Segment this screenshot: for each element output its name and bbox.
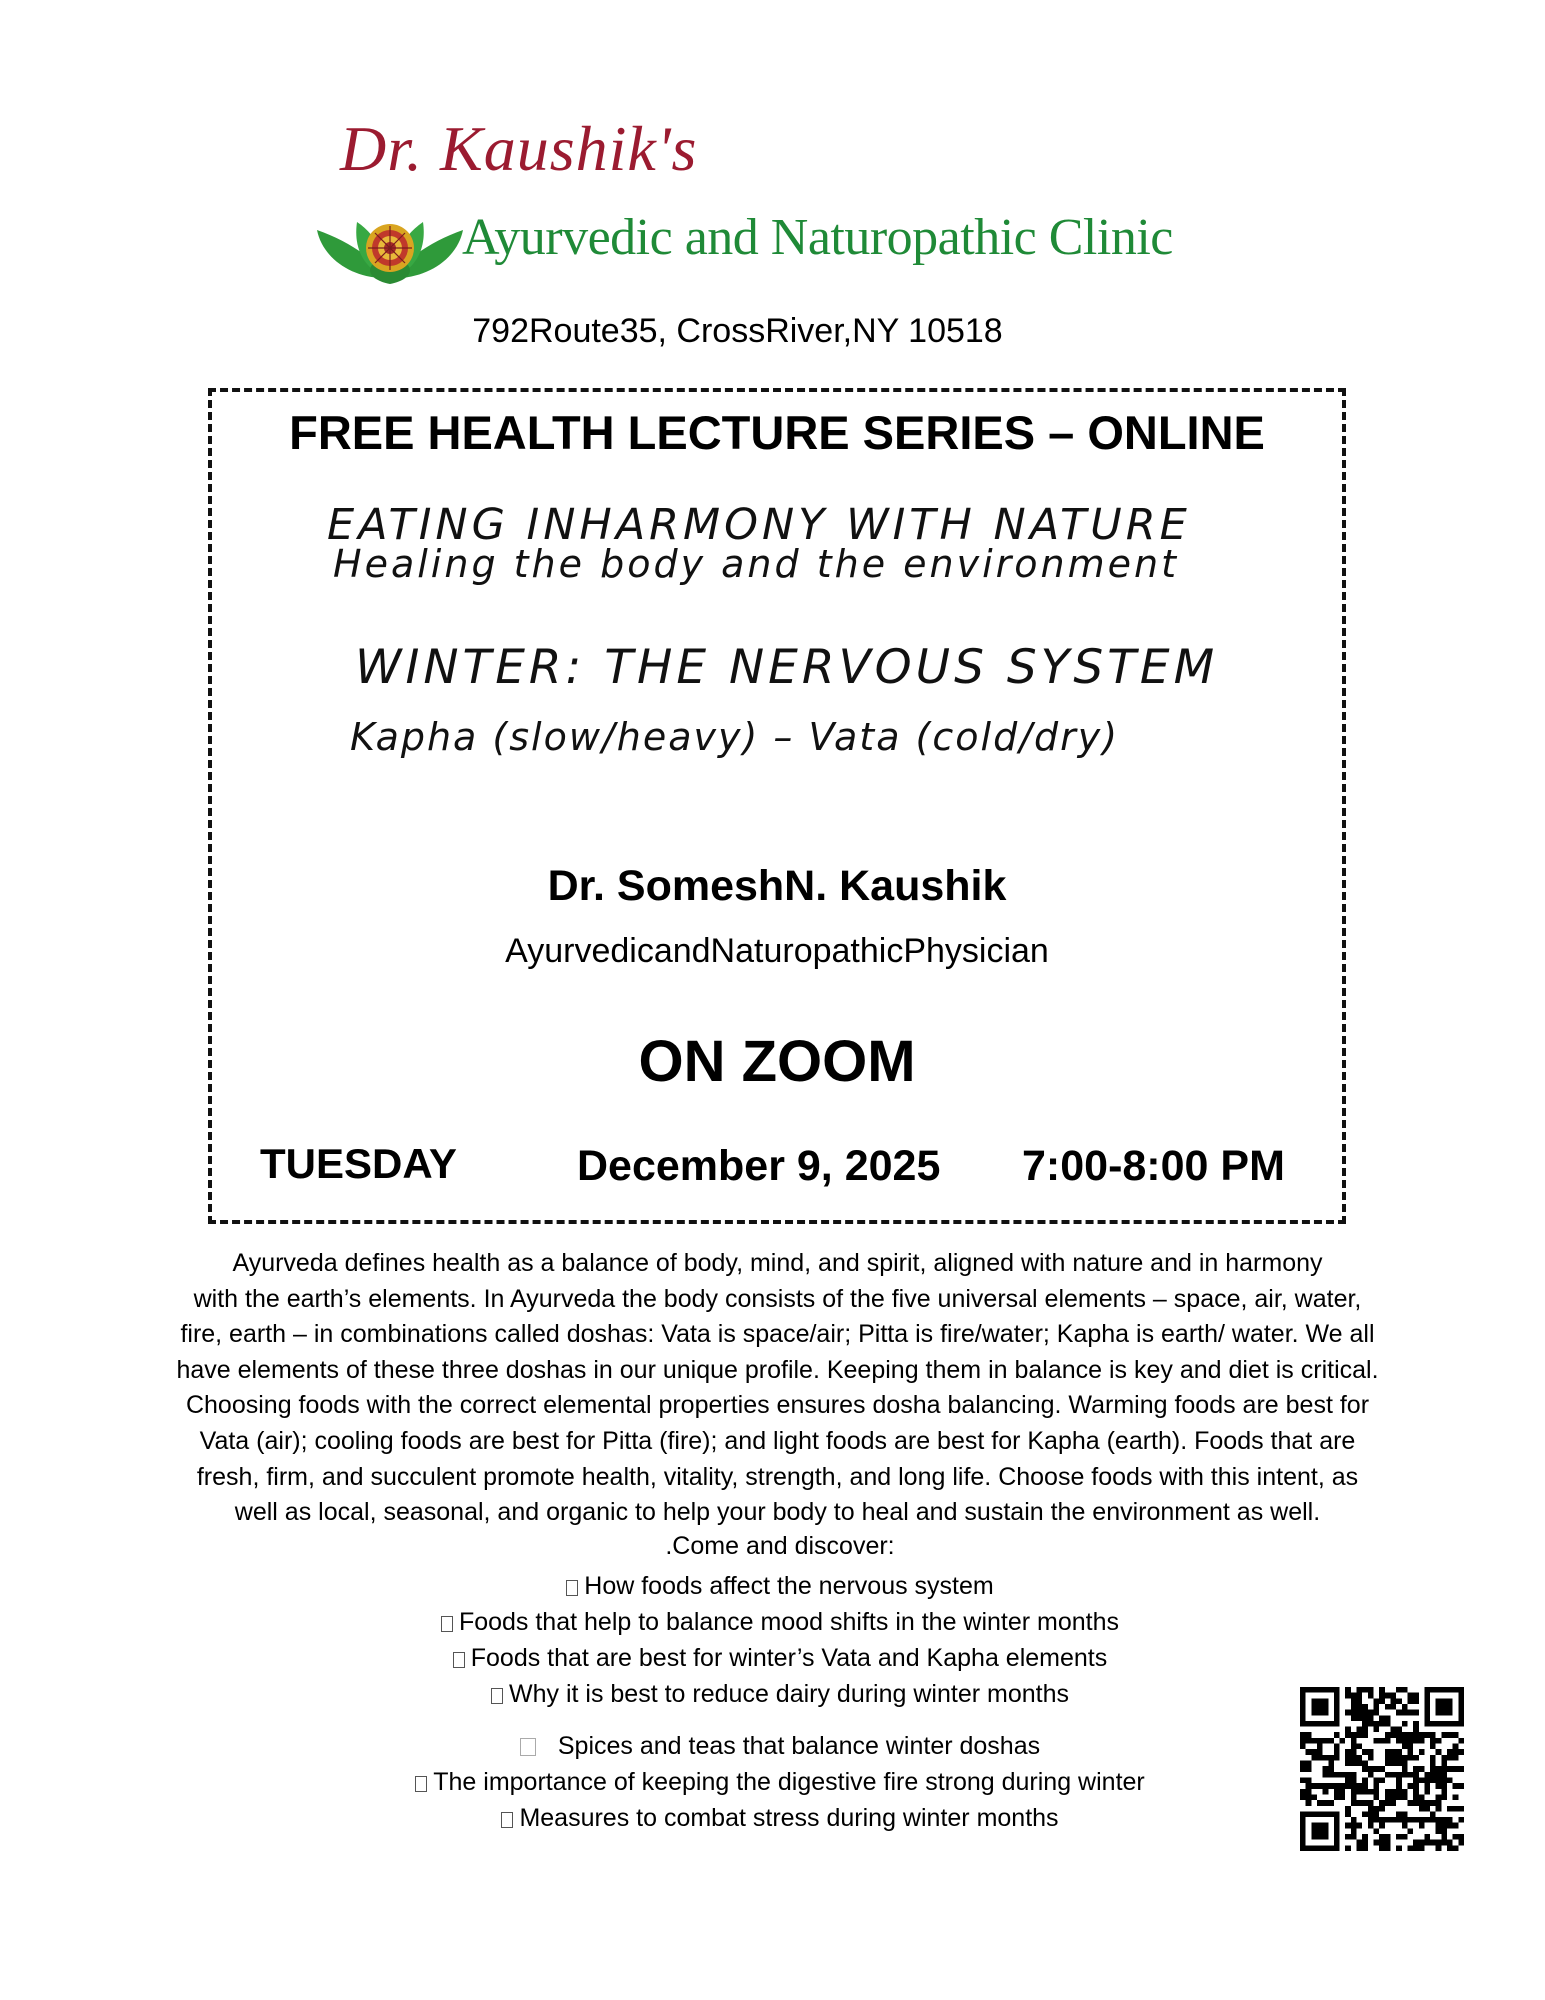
lecture-topic: WINTER: THE NERVOUS SYSTEM xyxy=(355,640,1219,695)
missing-glyph-icon xyxy=(566,1580,578,1596)
lotus-logo-icon xyxy=(315,200,465,290)
description-line: Ayurveda defines health as a balance of body, mind, and spirit, aligned with nature and in harmony xyxy=(232,1249,1323,1277)
event-time: 7:00-8:00 PM xyxy=(1022,1142,1285,1190)
description-line: Vata (air); cooling foods are best for Pitta (fire); and light foods are best for Kapha (earth). Foods that are xyxy=(199,1426,1356,1455)
bullet-text: Measures to combat stress during winter months xyxy=(519,1804,1059,1832)
lecture-title: EATING INHARMONY WITH NATURE xyxy=(327,500,1191,550)
speaker-title: AyurvedicandNaturopathicPhysician xyxy=(505,932,1049,970)
speaker-name: Dr. SomeshN. Kaushik xyxy=(547,862,1007,910)
bullet-text: Why it is best to reduce dairy during winter months xyxy=(509,1680,1069,1708)
clinic-address: 792Route35, CrossRiver,NY 10518 xyxy=(472,312,1003,350)
missing-glyph-icon xyxy=(415,1776,427,1792)
bullet-text: Spices and teas that balance winter doshas xyxy=(557,1732,1041,1760)
description-line: fire, earth – in combinations called doshas: Vata is space/air; Pitta is fire/water; Kapha is earth/ water. We all xyxy=(180,1320,1375,1349)
description-line: have elements of these three doshas in our unique profile. Keeping them in balance is key and diet is critical. xyxy=(176,1355,1379,1384)
bullet-text: How foods affect the nervous system xyxy=(584,1572,994,1600)
list-item xyxy=(0,1640,1545,1676)
event-date: December 9, 2025 xyxy=(577,1142,941,1190)
discover-label: .Come and discover: xyxy=(665,1532,895,1560)
description-paragraph xyxy=(110,1246,1445,1531)
series-title: FREE HEALTH LECTURE SERIES – ONLINE xyxy=(289,406,1265,459)
bullet-text: The importance of keeping the digestive fire strong during winter xyxy=(433,1768,1145,1796)
lecture-topic-subtitle: Kapha (slow/heavy) – Vata (cold/dry) xyxy=(350,715,1120,759)
logo-script-name: Dr. Kaushik's xyxy=(340,113,698,184)
missing-glyph-icon xyxy=(520,1738,536,1756)
lecture-subtitle: Healing the body and the environment xyxy=(333,542,1179,586)
description-line: well as local, seasonal, and organic to help your body to heal and sustain the environment as well. xyxy=(234,1498,1321,1527)
qr-code-icon xyxy=(1300,1687,1464,1851)
bullet-text: Foods that are best for winter’s Vata and Kapha elements xyxy=(470,1644,1108,1672)
event-day: TUESDAY xyxy=(260,1140,457,1187)
missing-glyph-icon xyxy=(453,1652,465,1668)
missing-glyph-icon xyxy=(491,1688,503,1704)
description-line: Choosing foods with the correct elemental properties ensures dosha balancing. Warming foods are best for xyxy=(185,1391,1370,1420)
missing-glyph-icon xyxy=(501,1812,513,1828)
logo-clinic-name: Ayurvedic and Naturopathic Clinic xyxy=(462,209,1173,266)
description-line: fresh, firm, and succulent promote health, vitality, strength, and long life. Choose foods with this intent, as xyxy=(196,1462,1359,1491)
missing-glyph-icon xyxy=(441,1616,453,1632)
list-item xyxy=(0,1604,1545,1640)
list-item xyxy=(0,1568,1545,1604)
bullet-text: Foods that help to balance mood shifts in the winter months xyxy=(458,1608,1120,1636)
description-line: with the earth’s elements. In Ayurveda the body consists of the five universal elements – space, air, water, xyxy=(193,1284,1362,1313)
venue: ON ZOOM xyxy=(638,1029,916,1094)
